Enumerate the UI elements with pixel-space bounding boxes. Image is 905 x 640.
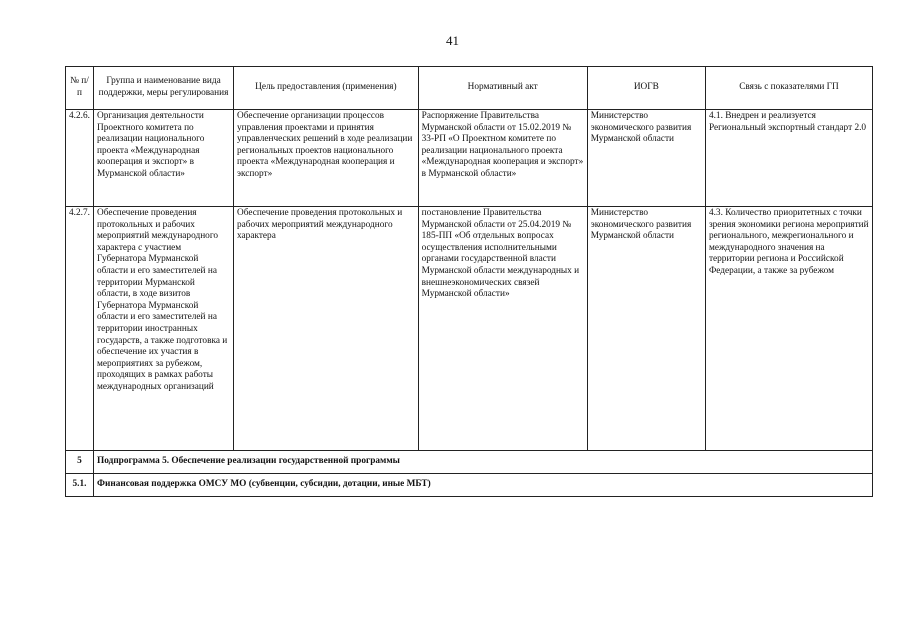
row-goal: Обеспечение проведения протокольных и рабочих мероприятий международного характера (234, 207, 419, 451)
subprogram-title: Финансовая поддержка ОМСУ МО (субвенции, субсидии, дотации, иные МБТ) (94, 474, 873, 497)
row-iogv: Министерство экономического развития Мурманской области (587, 207, 705, 451)
header-indicator-link: Связь с показателями ГП (705, 67, 872, 110)
header-normative-act: Нормативный акт (418, 67, 587, 110)
row-normative-act: Распоряжение Правительства Мурманской области от 15.02.2019 № 33-РП «О Проектном комитете по реализации национального проекта «Международная кооперация и экспорт» в Мурманской области» (418, 110, 587, 207)
row-group: Обеспечение проведения протокольных и рабочих мероприятий международного характера с участием Губернатора Мурманской области и его заместителей на территории Мурманской области, в ходе визитов Губернатора Мурманской области и его заместителей на территории иностранных государств, а также подготовка и обеспечение их участия в мероприятиях за рубежом, проходящих в рамках работы международных организаций (94, 207, 234, 451)
subprogram-number: 5.1. (66, 474, 94, 497)
subprogram-row (66, 474, 873, 497)
row-indicator-link: 4.3. Количество приоритетных с точки зрения экономики региона мероприятий регионального, межрегионального и международного значения на территории региона и Российской Федерации, а также за рубежом (705, 207, 872, 451)
header-group: Группа и наименование вида поддержки, меры регулирования (94, 67, 234, 110)
table-header-row (66, 67, 873, 110)
support-measures-table (65, 66, 873, 497)
subprogram-number: 5 (66, 451, 94, 474)
row-number: 4.2.6. (66, 110, 94, 207)
subprogram-title: Подпрограмма 5. Обеспечение реализации государственной программы (94, 451, 873, 474)
header-iogv: ИОГВ (587, 67, 705, 110)
row-indicator-link: 4.1. Внедрен и реализуется Региональный экспортный стандарт 2.0 (705, 110, 872, 207)
row-group: Организация деятельности Проектного комитета по реализации национального проекта «Международная кооперация и экспорт» в Мурманской области» (94, 110, 234, 207)
row-number: 4.2.7. (66, 207, 94, 451)
subprogram-row (66, 451, 873, 474)
table-row (66, 207, 873, 451)
page-number: 41 (446, 33, 459, 48)
row-goal: Обеспечение организации процессов управления проектами и принятия управленческих решений в ходе реализации региональных проектов национального проекта «Международная кооперация и экспорт» (234, 110, 419, 207)
header-number: № п/п (66, 67, 94, 110)
table-row (66, 110, 873, 207)
row-iogv: Министерство экономического развития Мурманской области (587, 110, 705, 207)
row-normative-act: постановление Правительства Мурманской области от 25.04.2019 № 185-ПП «Об отдельных вопросах осуществления исполнительными органами государственной власти Мурманской области международных и внешнеэкономических связей Мурманской области» (418, 207, 587, 451)
header-goal: Цель предоставления (применения) (234, 67, 419, 110)
